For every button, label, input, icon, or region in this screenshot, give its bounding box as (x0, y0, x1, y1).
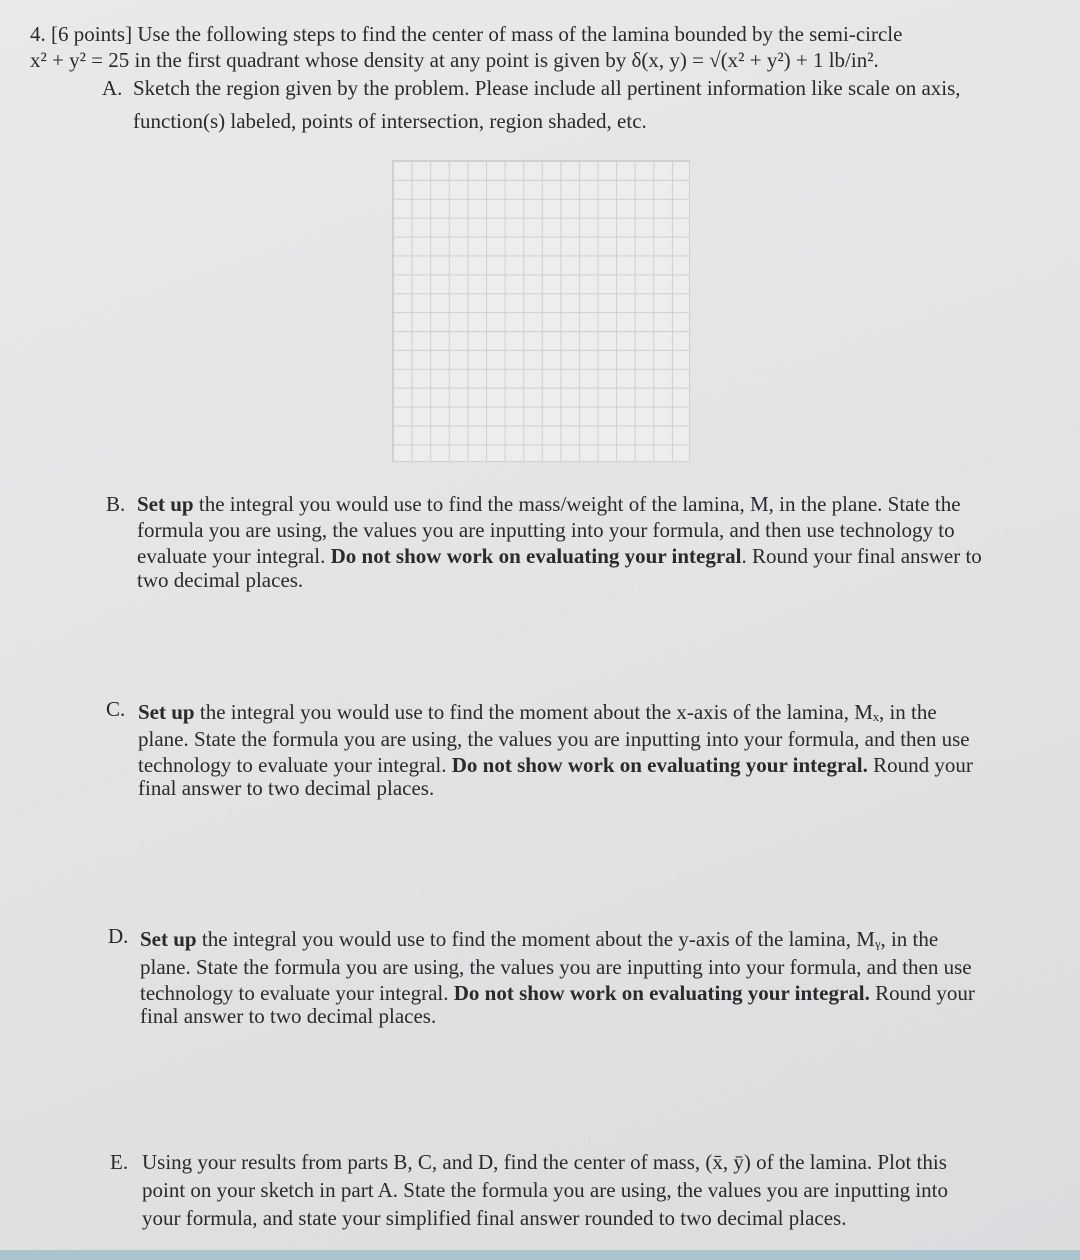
part-e-line3: your formula, and state your simplified final answer rounded to two decimal places. (142, 1206, 847, 1230)
part-b-line3-end: . Round your final answer to (741, 544, 982, 568)
part-c-letter: C. (106, 697, 126, 721)
part-d-line3 (140, 981, 975, 1005)
part-c-line1 (138, 700, 937, 724)
part-b-letter: B. (106, 492, 126, 516)
part-b-line1 (137, 492, 961, 516)
part-b-line3-start: evaluate your integral. (137, 544, 331, 568)
part-d-line3-end: Round your (869, 981, 975, 1005)
part-a-line2: function(s) labeled, points of intersection, region shaded, etc. (133, 109, 647, 133)
part-d-setup-bold: Set up (140, 927, 197, 951)
part-c-line2: plane. State the formula you are using, the values you are inputting into your formula, and then use (138, 727, 970, 751)
bottom-edge-bar (0, 1250, 1080, 1260)
part-d-line1-rest: the integral you would use to find the moment about the y-axis of the lamina, Mᵧ, in the (196, 927, 939, 951)
part-b-line2: formula you are using, the values you are inputting into your formula, and then use technology to (137, 518, 955, 542)
part-c-line3-bold: Do not show work on evaluating your integral. (451, 753, 868, 777)
part-d-letter: D. (108, 924, 129, 948)
part-a-letter: A. (102, 76, 123, 100)
part-c-setup-bold: Set up (138, 700, 195, 724)
part-c-line1-rest: the integral you would use to find the moment about the x-axis of the lamina, Mₓ, in the (194, 700, 937, 724)
part-e-line2: point on your sketch in part A. State the formula you are using, the values you are inputting into (142, 1178, 949, 1202)
part-d-line3-bold: Do not show work on evaluating your integral. (453, 981, 870, 1005)
part-d-line4: final answer to two decimal places. (140, 1004, 437, 1028)
sketch-grid (392, 160, 690, 462)
part-c-line3-end: Round your (867, 753, 973, 777)
part-e-line1: Using your results from parts B, C, and D, find the center of mass, (x̄, ȳ) of the lamina. Plot this (142, 1150, 947, 1174)
part-c-line4: final answer to two decimal places. (138, 776, 435, 800)
part-b-line3-bold: Do not show work on evaluating your integral (330, 544, 742, 568)
problem-header-line2: x² + y² = 25 in the first quadrant whose density at any point is given by δ(x, y) = √(x² + y²) + 1 lb/in². (30, 48, 879, 72)
part-b-line1-rest: the integral you would use to find the mass/weight of the lamina, M, in the plane. State the (193, 492, 961, 516)
part-c-line3-start: technology to evaluate your integral. (138, 753, 452, 777)
part-b-line3 (137, 544, 982, 568)
part-e-letter: E. (110, 1150, 129, 1174)
part-d-line3-start: technology to evaluate your integral. (140, 981, 454, 1005)
part-a-line1: Sketch the region given by the problem. Please include all pertinent information like scale on axis, (133, 76, 961, 100)
part-c-line3 (138, 753, 973, 777)
part-d-line1 (140, 927, 938, 951)
part-d-line2: plane. State the formula you are using, the values you are inputting into your formula, and then use (140, 955, 972, 979)
part-b-setup-bold: Set up (137, 492, 194, 516)
part-b-line4: two decimal places. (137, 568, 304, 592)
problem-header-line1: 4. [6 points] Use the following steps to find the center of mass of the lamina bounded by the semi-circle (30, 22, 903, 46)
